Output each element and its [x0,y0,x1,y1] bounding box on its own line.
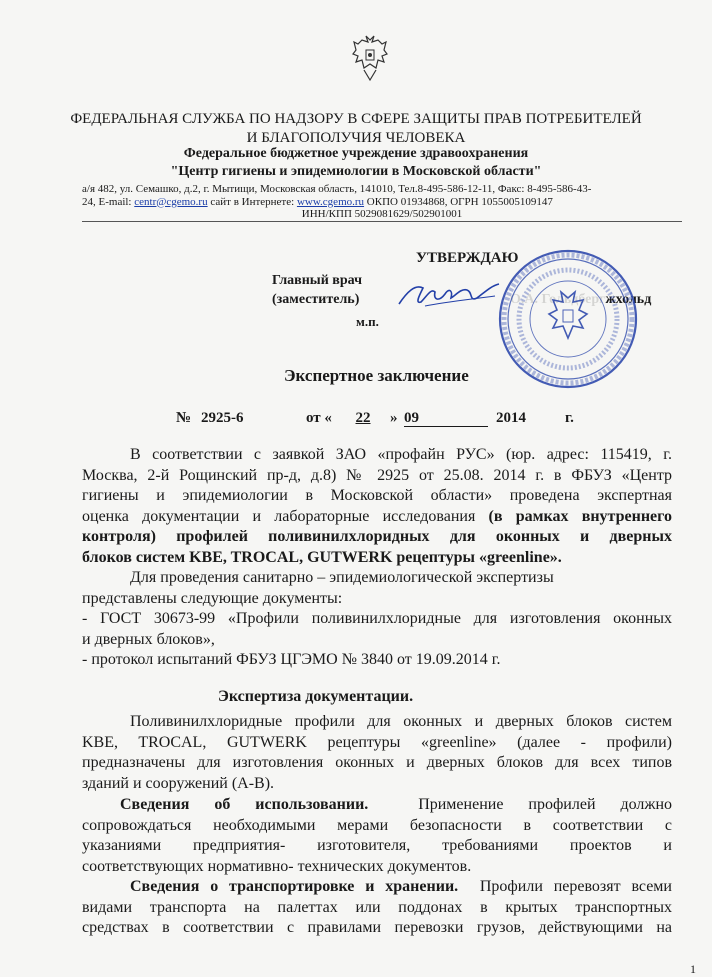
document-title: Экспертное заключение [284,366,469,385]
chief-doctor-label: Главный врач [272,273,362,288]
document-item-2: - протокол испытаний ФБУЗ ЦГЭМО № 3840 от 19.09.2014 г. [82,651,501,668]
seal-place-label: м.п. [356,314,379,329]
section-heading: Экспертиза документации. [218,688,414,705]
coat-of-arms-emblem [350,34,390,84]
usage-paragraph: Сведения об использовании. Применение профилей должно сопровождаться необходимыми мерами безопасности в соответствии с указаниями предприятия- изготовителя, требованиями проектов и соответствующих нормативно- технических документов. [82,796,672,875]
date-prefix: от « [306,410,332,426]
address-line2: 24, E-mail: centr@cgemo.ru сайт в Интернете: www.cgemo.ru ОКПО 01934868, ОГРН 1055005109147 [82,195,553,208]
doc-number: 2925-6 [201,410,244,426]
transport-paragraph: Сведения о транспортировке и хранении. Профили перевозят всеми видами транспорта на палеттах или поддонах в крытых транспортных средствах в соответствии с правилами перевозки грузов, действующими на [82,878,672,936]
inn-line: ИНН/КПП 5029081629/502901001 [301,208,463,220]
deputy-label: (заместитель) [272,292,360,307]
expertise-paragraph: Поливинилхлоридные профили для оконных и дверных блоков систем KBE, TROCAL, GUTWERK рецептуры «greenline» (далее - профили) предназначены для изготовления оконных и дверных блоков для всех типов зданий и сооружений (А-В). [82,713,672,792]
date-day: 22 [355,410,371,426]
approve-label: УТВЕРЖДАЮ [416,250,519,266]
signatory-name: О.А. Гольдбергжхольд [510,292,652,307]
signature [395,274,505,314]
doc-number-label: № [176,410,192,426]
intro-paragraph: В соответствии с заявкой ЗАО «профайн РУС» (юр. адрес: 115419, г. Москва, 2-й Рощинский пр-д, д.8) № 2925 от 25.08. 2014 г. в ФБУЗ «Центр гигиены и эпидемиологии в Московской области» проведена экспертная оценка документации и лабораторные исследования (в рамках внутреннего контроля) профилей поливинилхлоридных для оконных и дверных блоков систем KBE, TROCAL, GUTWERK рецептуры «greenline». [82,446,673,566]
agency-title: ФЕДЕРАЛЬНАЯ СЛУЖБА ПО НАДЗОРУ В СФЕРЕ ЗАЩИТЫ ПРАВ ПОТРЕБИТЕЛЕЙ И БЛАГОПОЛУЧИЯ ЧЕЛОВЕКА [70,111,642,146]
documents-paragraph: Для проведения санитарно – эпидемиологической экспертизы представлены следующие документы: - ГОСТ 30673-99 «Профили поливинилхлоридные для изготовления оконных и дверных блоков», - протокол испытаний ФБУЗ ЦГЭМО № 3840 от 19.09.2014 г. [82,568,672,671]
org-name-line1: Федеральное бюджетное учреждение здравоохранения [183,146,529,161]
date-year: 2014 [496,410,526,426]
email-link[interactable]: centr@cgemo.ru [134,195,208,208]
address-block [82,183,682,221]
address-line1: а/я 482, ул. Семашко, д.2, г. Мытищи, Московская область, 141010, Тел.8-495-586-12-11, Факс: 8-495-586-43- [82,183,592,195]
date-year-suffix: г. [565,410,574,426]
date-month: 09 [404,410,488,427]
website-link[interactable]: www.cgemo.ru [296,195,365,208]
date-mid: » [390,410,398,426]
header-divider [82,221,682,222]
org-name-line2: "Центр гигиены и эпидемиологии в Московской области" [170,164,542,179]
page-number: 1 [690,962,696,976]
document-item-1: - ГОСТ 30673-99 «Профили поливинилхлоридные для изготовления оконных [82,610,672,627]
official-stamp [497,248,639,390]
